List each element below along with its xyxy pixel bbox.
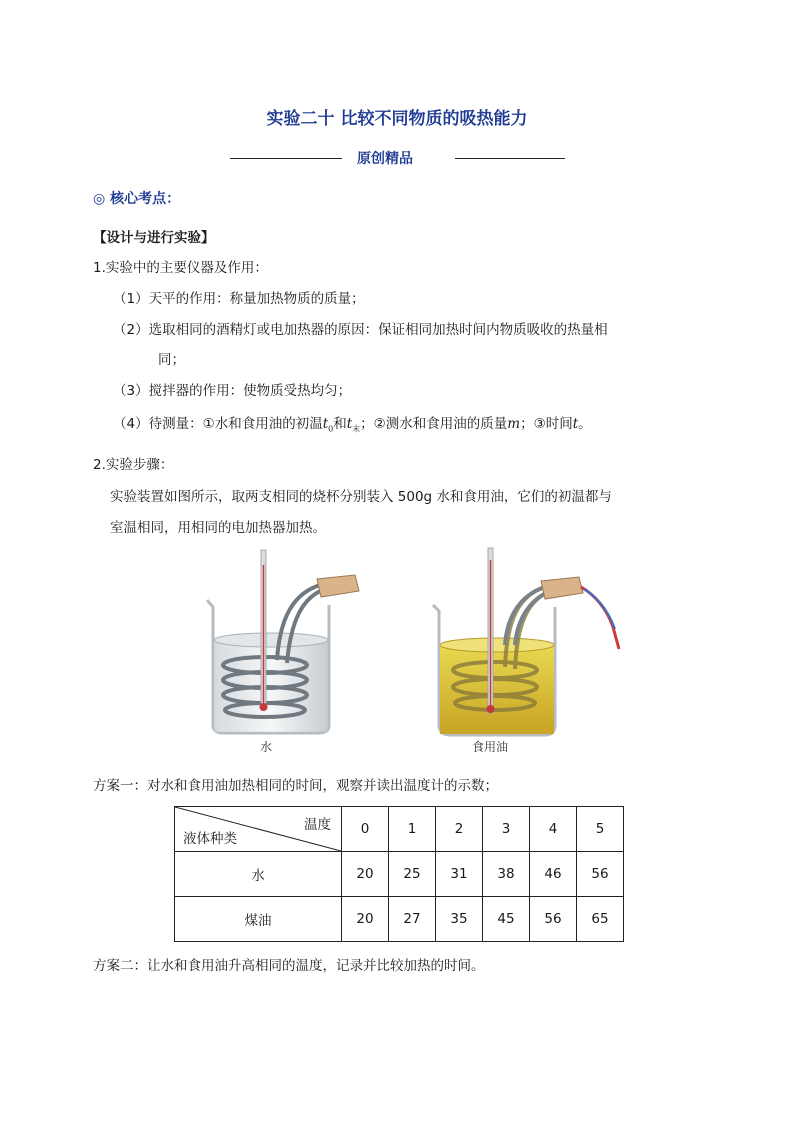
- col-header: 3: [483, 807, 530, 852]
- item-1-sub-1: （1）天平的作用：称量加热物质的质量；: [113, 291, 365, 307]
- right-divider: [455, 158, 565, 159]
- table-cell: 65: [577, 897, 624, 942]
- col-header: 0: [342, 807, 389, 852]
- row-label: 水: [175, 852, 342, 897]
- table-cell: 38: [483, 852, 530, 897]
- item-1-sub-4: [113, 414, 592, 440]
- subtitle: 原创精品: [357, 151, 413, 167]
- sub4-prefix: （4）待测量：①水和食用油的初温: [113, 416, 323, 432]
- t0-letter: t: [322, 416, 329, 432]
- col-header: 2: [436, 807, 483, 852]
- temperature-table: [174, 806, 624, 942]
- table-row: [175, 852, 624, 897]
- water-beaker: [207, 550, 359, 733]
- oil-caption: 食用油: [472, 740, 509, 754]
- page-title: 实验二十 比较不同物质的吸热能力: [266, 109, 528, 129]
- step-text-2: 室温相同，用相同的电加热器加热。: [110, 520, 326, 536]
- table-cell: 31: [436, 852, 483, 897]
- time-symbol: t: [572, 416, 579, 432]
- water-caption: 水: [260, 740, 273, 754]
- oil-beaker: [433, 548, 619, 735]
- item-1-sub-2-cont: 同；: [158, 352, 185, 368]
- table-cell: 27: [389, 897, 436, 942]
- item-1-sub-2: （2）选取相同的酒精灯或电加热器的原因：保证相同加热时间内物质吸收的热量相: [113, 322, 608, 338]
- initial-temp-symbol: [323, 416, 334, 432]
- sub4-and: 和: [333, 416, 347, 432]
- table-cell: 46: [530, 852, 577, 897]
- core-points-heading: ◎ 核心考点：: [93, 191, 181, 207]
- table-cell: 35: [436, 897, 483, 942]
- experiment-figure: [195, 545, 635, 760]
- col-header: 1: [389, 807, 436, 852]
- t0-subscript: 0: [328, 424, 334, 434]
- table-cell: 20: [342, 897, 389, 942]
- final-temp-symbol: [347, 416, 360, 432]
- tend-subscript: 末: [352, 424, 361, 434]
- table-cell: 20: [342, 852, 389, 897]
- table-cell: 56: [577, 852, 624, 897]
- table-cell: 56: [530, 897, 577, 942]
- table-cell: 25: [389, 852, 436, 897]
- plan-1: 方案一：对水和食用油加热相同的时间，观察并读出温度计的示数；: [93, 778, 498, 794]
- table-header-row: [175, 807, 624, 852]
- left-divider: [230, 158, 342, 159]
- plan-2: 方案二：让水和食用油升高相同的温度，记录并比较加热的时间。: [93, 958, 485, 974]
- header-liquid: 液体种类: [183, 831, 237, 847]
- item-1: 1.实验中的主要仪器及作用：: [93, 260, 268, 276]
- sub4-middle: ；②测水和食用油的质量: [360, 416, 508, 432]
- col-header: 5: [577, 807, 624, 852]
- table-cell: 45: [483, 897, 530, 942]
- item-1-sub-3: （3）搅拌器的作用：使物质受热均匀；: [113, 383, 352, 399]
- row-label: 煤油: [175, 897, 342, 942]
- sub4-middle2: ；③时间: [520, 416, 573, 432]
- section-heading: 【设计与进行实验】: [93, 230, 215, 246]
- mass-symbol: m: [507, 416, 521, 432]
- header-temp: 温度: [304, 817, 331, 833]
- sub4-end: 。: [578, 416, 592, 432]
- step-text-1: 实验装置如图所示，取两支相同的烧杯分别装入 500g 水和食用油，它们的初温都与: [110, 489, 612, 505]
- col-header: 4: [530, 807, 577, 852]
- item-2: 2.实验步骤：: [93, 457, 174, 473]
- subtitle-row: [0, 148, 794, 168]
- table-corner-cell: [175, 807, 342, 852]
- table-row: [175, 897, 624, 942]
- tend-letter: t: [346, 416, 353, 432]
